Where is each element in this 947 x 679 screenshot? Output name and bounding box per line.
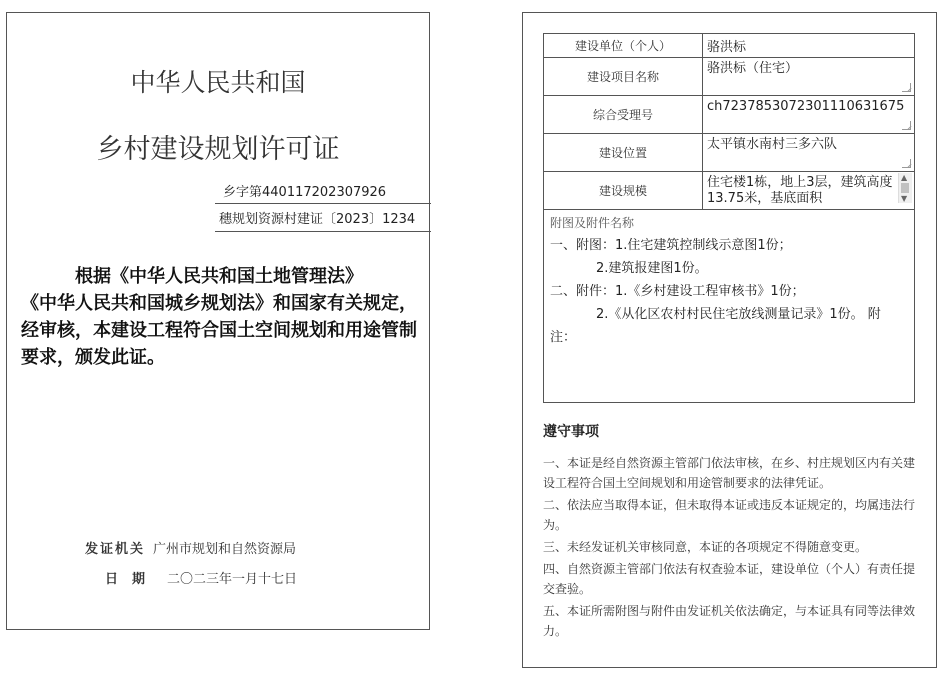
statement-line: 根据《中华人民共和国土地管理法》 [75, 266, 363, 287]
table-row [544, 134, 915, 172]
resize-handle-icon[interactable] [902, 121, 911, 130]
row-label: 综合受理号 [544, 96, 703, 134]
row-value [703, 58, 915, 96]
table-row [544, 172, 915, 210]
row-value [703, 134, 915, 172]
location-field[interactable] [703, 135, 917, 171]
attachment-line: 2.建筑报建图1份。 [596, 261, 708, 276]
row-value [703, 96, 915, 134]
attachment-line: 一、附图：1.住宅建筑控制线示意图1份； [550, 238, 792, 253]
divider [215, 203, 431, 204]
scale-field[interactable] [703, 173, 901, 209]
note-item: 二、依法应当取得本证，但未取得本证或违反本证规定的，均属违法行为。 [543, 498, 916, 532]
table-row [544, 34, 915, 58]
issuer-value: 广州市规划和自然资源局 [153, 542, 297, 557]
resize-handle-icon[interactable] [902, 159, 911, 168]
date-value: 二〇二三年一月十七日 [167, 572, 298, 587]
notes-title: 遵守事项 [543, 424, 599, 440]
scroll-up-icon[interactable]: ▲ [901, 173, 908, 182]
attachments-box[interactable] [543, 209, 915, 403]
applicant-value: 骆洪标 [707, 40, 747, 55]
note-item: 四、自然资源主管部门依法有权查验本证，建设单位（个人）有责任提交查验。 [543, 562, 916, 596]
attachment-line: 2.《从化区农村村民住宅放线测量记录》1份。 附 [596, 307, 881, 322]
row-value [703, 34, 915, 58]
note-item: 五、本证所需附图与附件由发证机关依法确定，与本证具有同等法律效力。 [543, 604, 916, 638]
statement-body: 《中华人民共和国城乡规划法》和国家有关规定，经审核，本建设工程符合国土空间规划和用途管制要求，颁发此证。 [21, 293, 417, 368]
acceptance-number-field[interactable] [703, 97, 917, 133]
row-value [703, 172, 915, 210]
certificate-title: 乡村建设规划许可证 [96, 134, 340, 165]
certificate-details [522, 12, 937, 668]
issuer-label: 发证机关 [85, 542, 146, 557]
issuer-row [85, 538, 296, 557]
note-item: 一、本证是经自然资源主管部门依法审核，在乡、村庄规划区内有关建设工程符合国土空间规划和用途管制要求的法律凭证。 [543, 456, 916, 490]
date-row [105, 568, 297, 587]
row-label: 建设项目名称 [544, 58, 703, 96]
divider [215, 231, 431, 232]
attachment-line: 注： [550, 330, 577, 345]
scroll-down-icon[interactable]: ▼ [901, 194, 908, 203]
attachment-line: 二、附件：1.《乡村建设工程审核书》1份； [550, 284, 805, 299]
approval-statement [21, 263, 417, 371]
table-row [544, 96, 915, 134]
date-label: 日期 [105, 572, 160, 587]
country-title: 中华人民共和国 [130, 68, 306, 97]
project-name-field[interactable] [703, 59, 917, 95]
row-label: 建设规模 [544, 172, 703, 210]
attachments-label: 附图及附件名称 [550, 216, 635, 230]
certificate-front [6, 12, 430, 630]
project-info-table [543, 33, 915, 210]
notes-list [543, 453, 919, 643]
row-label: 建设单位（个人） [544, 34, 703, 58]
certificate-number: 乡字第440117202307926 [223, 185, 387, 200]
scroll-thumb[interactable] [901, 183, 909, 193]
note-item: 三、未经发证机关审核同意，本证的各项规定不得随意变更。 [543, 540, 868, 554]
scrollbar[interactable] [898, 173, 912, 203]
permit-number-field[interactable] [217, 206, 432, 228]
row-label: 建设位置 [544, 134, 703, 172]
table-row [544, 58, 915, 96]
resize-handle-icon[interactable] [902, 83, 911, 92]
